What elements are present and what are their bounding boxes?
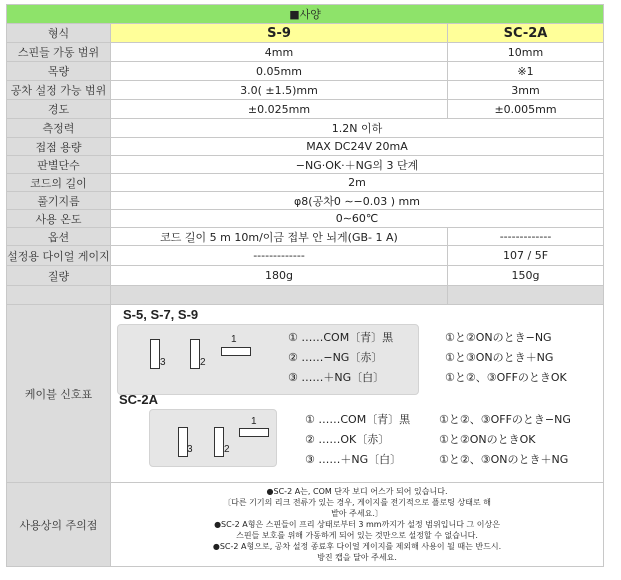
connector-face [149, 409, 277, 467]
row-label: 목량 [7, 62, 111, 81]
pin-2 [190, 339, 200, 369]
row-label: 공차 설정 가능 범위 [7, 81, 111, 100]
pin-label: 2 [224, 443, 230, 455]
blank-cell [111, 286, 448, 305]
wire-desc: ③ ……＋NG〔白〕 [305, 452, 402, 466]
row-label: 사용 온도 [7, 210, 111, 228]
caution-line: ●SC-2 A형으로, 공차 설정 종료후 다이얼 게이지를 제외해 사용이 될 때는 반드시. [212, 542, 502, 551]
pin-label: 2 [200, 356, 206, 368]
wire-desc: ② ……OK〔赤〕 [305, 432, 390, 446]
wire-desc: ② ……−NG〔赤〕 [288, 350, 383, 364]
blank-cell [7, 286, 111, 305]
wire-desc: ① ……COM〔青〕黒 [305, 412, 411, 426]
caution-line: ●SC-2 A는, COM 단자 보디 어스가 되어 있습니다. [266, 487, 448, 496]
row-value-sc2a: ±0.005mm [448, 100, 604, 119]
wire-condition: ①と②、③ONのとき＋NG [439, 452, 569, 466]
row-value-s9: ------------- [111, 246, 448, 266]
row-label: 질량 [7, 266, 111, 286]
caution-notes [111, 483, 604, 567]
pin-label: 1 [231, 333, 237, 345]
pin-2 [214, 427, 224, 457]
caution-line: 스핀들 보호를 위해 가동하게 되어 있는 것만으로 설정할 수 없습니다. [236, 531, 478, 540]
row-value-s9: 코드 길이 5 m 10m/이금 접부 안 뇌게(GB- 1 A) [111, 228, 448, 246]
row-label: 풀기지름 [7, 192, 111, 210]
row-label: 경도 [7, 100, 111, 119]
row-value-sc2a: 10mm [448, 43, 604, 62]
model-sc2a: SC-2A [448, 24, 604, 43]
pin-3 [150, 339, 160, 369]
row-label: 판별단수 [7, 156, 111, 174]
row-value-s9: ±0.025mm [111, 100, 448, 119]
row-label: 스핀들 가동 범위 [7, 43, 111, 62]
pin-1 [239, 428, 269, 437]
wire-desc: ③ ……＋NG〔白〕 [288, 370, 385, 384]
row-value-shared: 0∼60℃ [111, 210, 604, 228]
spec-title: ■사양 [7, 5, 604, 24]
pin-label: 3 [160, 356, 166, 368]
row-label: 접점 용량 [7, 138, 111, 156]
row-value-s9: 180g [111, 266, 448, 286]
wiring-diagram [111, 305, 604, 483]
caution-line: 밭아 주세요.〕 [331, 509, 383, 518]
row-value-sc2a: 3mm [448, 81, 604, 100]
row-label: 옵션 [7, 228, 111, 246]
pin-1 [221, 347, 251, 356]
caution-line: 〔다른 기기의 리크 전류가 있는 경우, 게이지를 전기적으로 플로팅 상태로 해 [223, 498, 491, 507]
caution-line: ●SC-2 A형은 스핀들이 프리 상태로부터 3 mm까지가 설정 범위입니다 그 이상은 [214, 520, 500, 529]
row-value-shared: φ8(공차0 ∼−0.03 ) mm [111, 192, 604, 210]
wire-condition: ①と③ONのとき＋NG [445, 350, 554, 364]
wire-condition: ①と②ONのとき−NG [445, 330, 552, 344]
row-label: 측정력 [7, 119, 111, 138]
wiring-model-title: S-5, S-7, S-9 [123, 306, 199, 322]
row-value-sc2a: ※1 [448, 62, 604, 81]
row-value-shared: −NG·OK·＋NG의 3 단계 [111, 156, 604, 174]
row-value-shared: 1.2N 이하 [111, 119, 604, 138]
model-s9: S-9 [111, 24, 448, 43]
pin-label: 1 [251, 415, 257, 427]
model-label: 형식 [7, 24, 111, 43]
row-value-shared: 2m [111, 174, 604, 192]
caution-line: 방진 캡을 달아 주세요. [317, 553, 397, 562]
caution-label: 사용상의 주의점 [7, 483, 111, 567]
wire-condition: ①と②、③OFFのとき−NG [439, 412, 571, 426]
wire-condition: ①と②ONのときOK [439, 432, 536, 446]
row-value-shared: MAX DC24V 20mA [111, 138, 604, 156]
row-value-s9: 0.05mm [111, 62, 448, 81]
row-value-sc2a: 107 / 5F [448, 246, 604, 266]
spec-table [6, 4, 604, 567]
row-value-s9: 4mm [111, 43, 448, 62]
wire-condition: ①と②、③OFFのときOK [445, 370, 567, 384]
row-value-s9: 3.0( ±1.5)mm [111, 81, 448, 100]
pin-label: 3 [187, 443, 193, 455]
row-value-sc2a: ------------- [448, 228, 604, 246]
wiring-model-title: SC-2A [119, 391, 159, 407]
row-label: 코드의 길이 [7, 174, 111, 192]
wire-desc: ① ……COM〔青〕黒 [288, 330, 394, 344]
blank-cell [448, 286, 604, 305]
wiring-label: 케이블 신호표 [7, 305, 111, 483]
row-value-sc2a: 150g [448, 266, 604, 286]
row-label: 설정용 다이얼 게이지 [7, 246, 111, 266]
